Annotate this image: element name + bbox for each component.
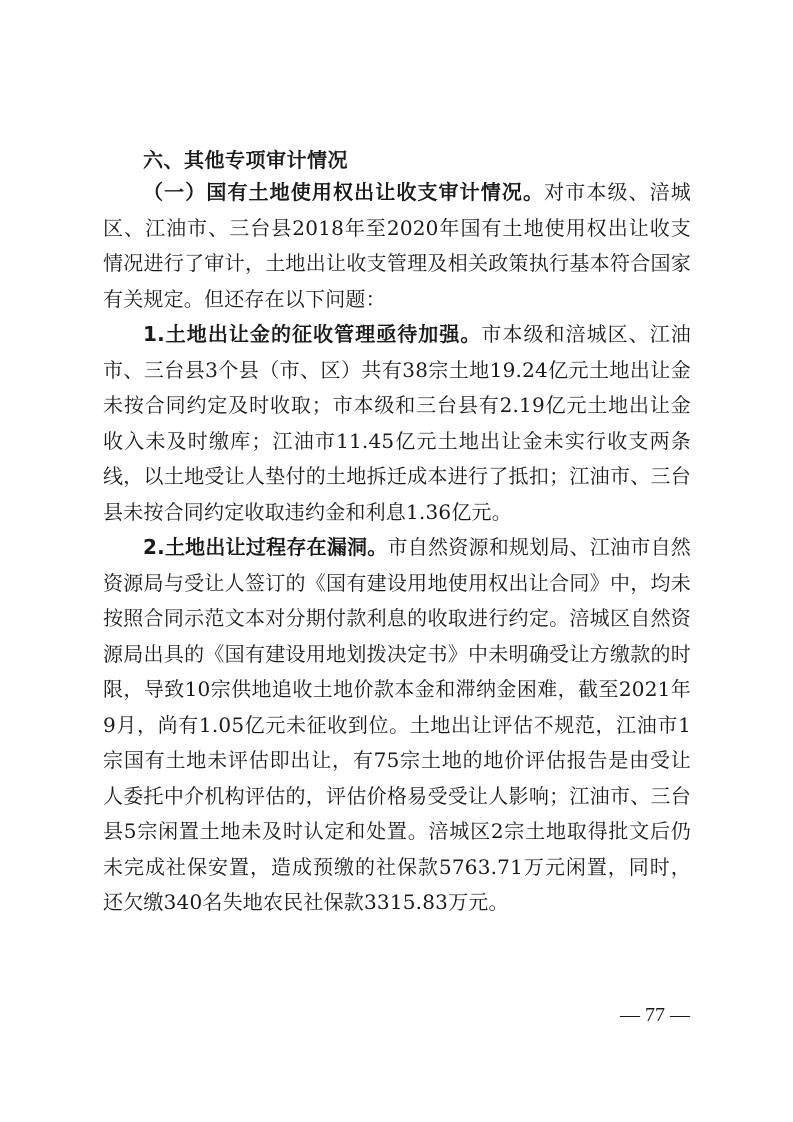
paragraph-lead: 1.土地出让金的征收管理亟待加强。 <box>143 322 482 346</box>
paragraph-land-audit-summary <box>103 175 691 317</box>
paragraph-lead: 2.土地出让过程存在漏洞。 <box>143 535 388 559</box>
paragraph-body: 市本级和涪城区、江油市、三台县3个县（市、区）共有38宗土地19.24亿元土地出让金未按合同约定及时收取；市本级和三台县有2.19亿元土地出让金收入未及时缴库；江油市11.45亿元土地出让金未实行收支两条线，以土地受让人垫付的土地拆迁成本进行了抵扣；江油市、三台县未按合同约定收取违约金和利息1.36亿元。 <box>103 322 691 524</box>
document-page <box>103 146 691 921</box>
paragraph-collection-management <box>103 317 691 530</box>
paragraph-body: 市自然资源和规划局、江油市自然资源局与受让人签订的《国有建设用地使用权出让合同》中，均未按照合同示范文本对分期付款利息的收取进行约定。涪城区自然资源局出具的《国有建设用地划拨决定书》中未明确受让方缴款的时限，导致10宗供地追收土地价款本金和滞纳金困难，截至2021年9月，尚有1.05亿元未征收到位。土地出让评估不规范，江油市1宗国有土地未评估即出让，有75宗土地的地价评估报告是由受让人委托中介机构评估的，评估价格易受受让人影响；江油市、三台县5宗闲置土地未及时认定和处置。涪城区2宗土地取得批文后仍未完成社保安置，造成预缴的社保款5763.71万元闲置，同时，还欠缴340名失地农民社保款3315.83万元。 <box>103 535 692 914</box>
paragraph-lead: （一）国有土地使用权出让收支审计情况。 <box>143 180 545 204</box>
paragraph-body: 对市本级、涪城区、江油市、三台县2018年至2020年国有土地使用权出让收支情况进行了审计，土地出让收支管理及相关政策执行基本符合国家有关规定。但还存在以下问题： <box>103 180 691 311</box>
paragraph-transfer-loopholes <box>103 530 691 921</box>
page-number: — 77 — <box>620 1004 690 1026</box>
section-heading: 六、其他专项审计情况 <box>143 148 348 172</box>
